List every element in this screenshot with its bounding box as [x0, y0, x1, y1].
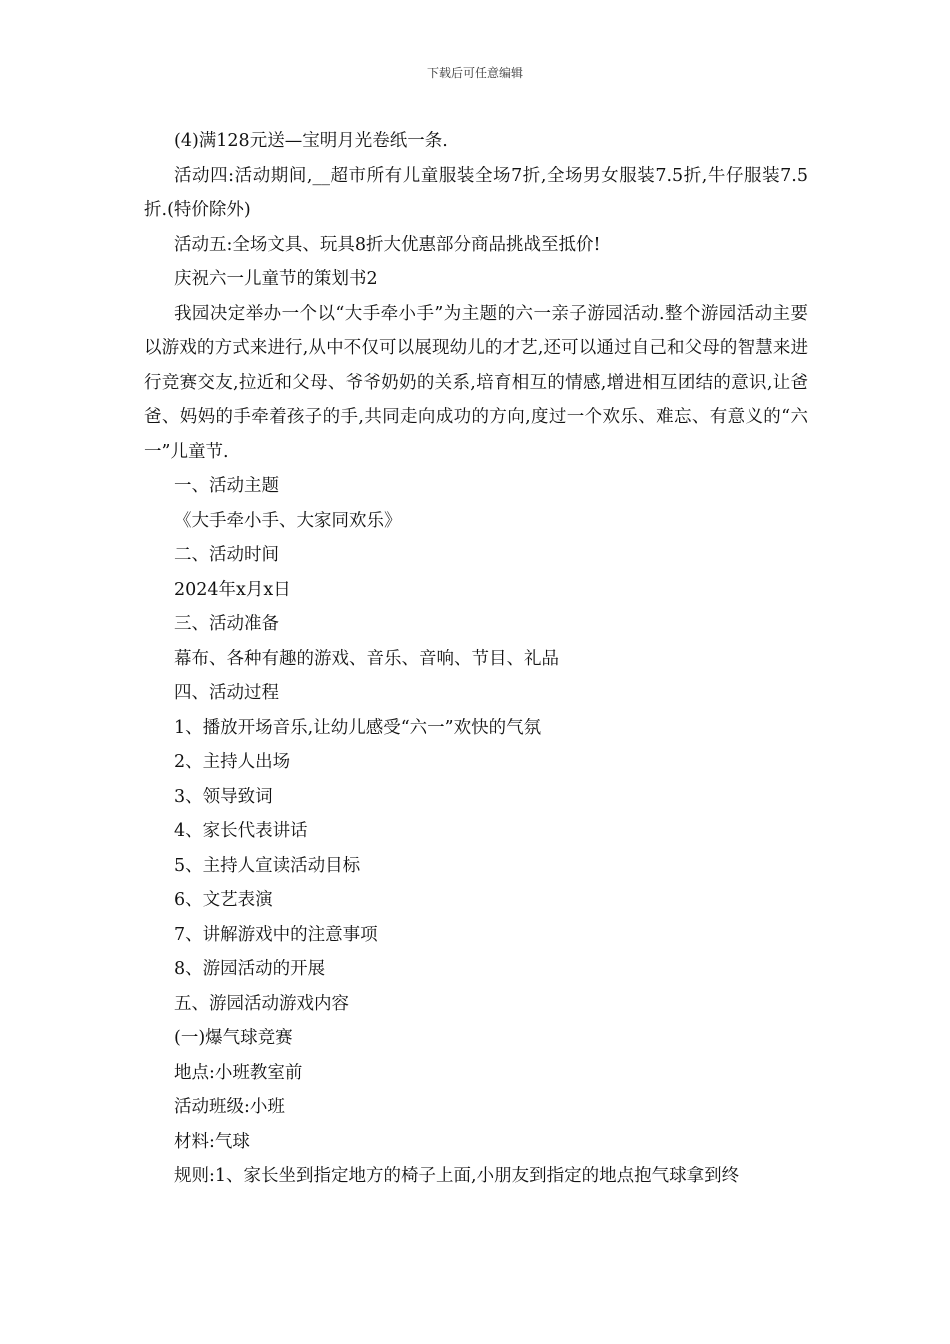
paragraph: 活动四:活动期间,__超市所有儿童服装全场7折,全场男女服装7.5折,牛仔服装7.5折.(特价除外) — [144, 165, 808, 220]
heading: 二、活动时间 — [174, 545, 279, 565]
heading: 四、活动过程 — [174, 683, 279, 703]
list-item: 2、主持人出场 — [174, 752, 291, 772]
list-item: 4、家长代表讲话 — [174, 821, 308, 841]
document-body — [144, 124, 808, 1194]
paragraph: 我园决定举办一个以“大手牵小手”为主题的六一亲子游园活动.整个游园活动主要以游戏的方式来进行,从中不仅可以展现幼儿的才艺,还可以通过自己和父母的智慧来进行竞赛交友,拉近和父母、爷爷奶奶的关系,培育相互的情感,增进相互团结的意识,让爸爸、妈妈的手牵着孩子的手,共同走向成功的方向,度过一个欢乐、难忘、有意义的“六一”儿童节. — [144, 303, 808, 462]
list-item: 3、领导致词 — [174, 786, 273, 807]
list-item: 1、播放开场音乐,让幼儿感受“六一”欢快的气氛 — [174, 717, 542, 738]
paragraph: 材料:气球 — [174, 1131, 250, 1152]
heading: 一、活动主题 — [174, 476, 279, 496]
paragraph: 规则:1、家长坐到指定地方的椅子上面,小朋友到指定的地点抱气球拿到终 — [174, 1166, 740, 1186]
paragraph: (4)满128元送—宝明月光卷纸一条. — [174, 131, 448, 151]
heading: 五、游园活动游戏内容 — [174, 993, 349, 1014]
paragraph: 幕布、各种有趣的游戏、音乐、音响、节目、礼品 — [174, 648, 559, 669]
paragraph: 《大手牵小手、大家同欢乐》 — [174, 510, 402, 531]
paragraph: 活动五:全场文具、玩具8折大优惠部分商品挑战至抵价! — [174, 234, 601, 255]
page-header-note: 下载后可任意编辑 — [426, 66, 523, 80]
list-item: 8、游园活动的开展 — [174, 959, 326, 979]
list-item: 6、文艺表演 — [174, 890, 273, 910]
subheading: (一)爆气球竞赛 — [174, 1028, 293, 1048]
list-item: 7、讲解游戏中的注意事项 — [174, 924, 378, 945]
paragraph: 活动班级:小班 — [174, 1097, 285, 1117]
paragraph: 地点:小班教室前 — [174, 1062, 303, 1083]
list-item: 5、主持人宣读活动目标 — [174, 855, 361, 876]
paragraph: 2024年x月x日 — [174, 579, 291, 600]
heading: 三、活动准备 — [174, 614, 279, 634]
section-title: 庆祝六一儿童节的策划书2 — [174, 269, 378, 289]
